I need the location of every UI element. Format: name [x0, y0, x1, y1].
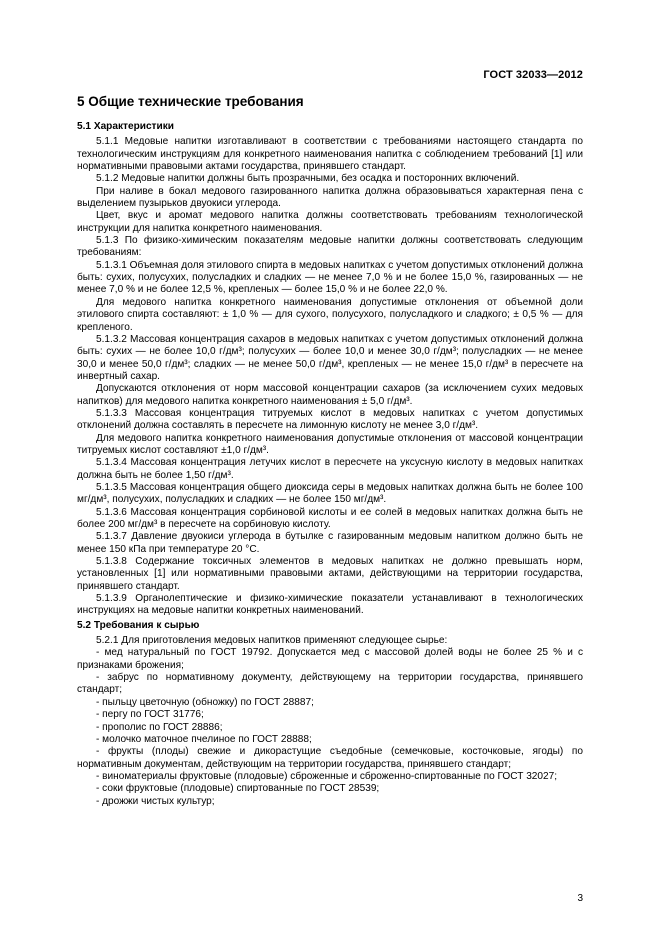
- paragraph: 5.1.3.5 Массовая концентрация общего диоксида серы в медовых напитках должна быть не более 100 мг/дм³, полусухих, полусладких и сладких — не более 150 мг/дм³.: [77, 481, 583, 506]
- document-body: [77, 121, 583, 808]
- paragraph: 5.1.3.3 Массовая концентрация титруемых кислот в медовых напитках с учетом допустимых отклонений должна составлять в пересчете на лимонную кислоту не менее 3,0 г/дм³.: [77, 407, 583, 432]
- paragraph: Цвет, вкус и аромат медового напитка должны соответствовать требованиям технологической инструкции для напитка конкретного наименования.: [77, 210, 583, 234]
- subsection-title-raw-materials: 5.2 Требования к сырью: [77, 619, 200, 631]
- list-item: - забрус по нормативному документу, действующему на территории государства, принявшего стандарт;: [77, 672, 583, 696]
- list-item: - прополис по ГОСТ 28886;: [96, 721, 223, 733]
- subsection-title-characteristics: 5.1 Характеристики: [77, 121, 174, 132]
- paragraph: 5.1.3.4 Массовая концентрация летучих кислот в пересчете на уксусную кислоту в медовых напитках должна быть не более 1,50 г/дм³.: [77, 457, 583, 481]
- standard-header: ГОСТ 32033—2012: [483, 69, 583, 81]
- list-item: - мед натуральный по ГОСТ 19792. Допускается мед с массовой долей воды не более 25 % и с признаками брожения;: [77, 647, 583, 671]
- page-number: 3: [577, 893, 583, 904]
- paragraph: 5.1.3.1 Объемная доля этилового спирта в медовых напитках с учетом допустимых отклонений должна быть: сухих, полусухих, полусладких и сладких — не менее 7,0 % и не более 15,0 %, газированных — не менее 7,0 % и не более 12,5 %, крепленых — более 15,0 % и не более 22,0 %.: [77, 259, 583, 296]
- paragraph: 5.1.3.6 Массовая концентрация сорбиновой кислоты и ее солей в медовых напитках должна быть не более 200 мг/дм³ в пересчете на сорбиновую кислоту.: [77, 506, 583, 530]
- paragraph: 5.1.3.2 Массовая концентрация сахаров в медовых напитках с учетом допустимых отклонений должна быть: сухих — не более 10,0 г/дм³; полусухих — более 10,0 и менее 30,0 г/дм³; полусладких — не менее 30,0 и менее 50,0 г/дм³; сладких — не менее 50,0 г/дм³, крепленых — не менее 15,0 г/дм³ в пересчете на инвертный сахар.: [77, 333, 583, 382]
- paragraph: Для медового напитка конкретного наименования допустимые отклонения от массовой концентрации титруемых кислот составляют ±1,0 г/дм³.: [77, 432, 583, 456]
- list-intro: 5.2.1 Для приготовления медовых напитков применяют следующее сырье:: [96, 635, 448, 647]
- paragraph: При наливе в бокал медового газированного напитка должна образовываться характерная пена с выделением пузырьков двуокиси углерода.: [77, 185, 583, 210]
- paragraph: Допускаются отклонения от норм массовой концентрации сахаров (за исключением сухих медовых напитков) для медового напитка конкретного наименования ± 5,0 г/дм³.: [77, 383, 583, 407]
- list-item: - виноматериалы фруктовые (плодовые) сброженные и сброженно-спиртованные по ГОСТ 32027;: [96, 770, 558, 782]
- section-title: 5 Общие технические требования: [77, 94, 304, 109]
- document-page: [77, 0, 583, 936]
- paragraph: Для медового напитка конкретного наименования допустимые отклонения от объемной доли этилового спирта составляют: ± 1,0 % — для сухого, полусухого, полусладкого и сладкого; ± 0,5 % — для крепленого.: [77, 296, 583, 333]
- list-item: - молочко маточное пчелиное по ГОСТ 28888;: [96, 733, 312, 745]
- paragraph: 5.1.3.8 Содержание токсичных элементов в медовых напитках не должно превышать норм, установленных [1] или нормативными правовыми актами, действующими на территории государства, принявшего стандарт.: [77, 556, 583, 592]
- list-item: - соки фруктовые (плодовые) спиртованные по ГОСТ 28539;: [96, 783, 380, 795]
- paragraph: 5.1.1 Медовые напитки изготавливают в соответствии с требованиями настоящего стандарта по технологическим инструкциям для конкретного наименования напитка с соблюдением требований [1] или нормативными правовыми актами государства, принявшего стандарт.: [77, 136, 583, 173]
- paragraph: 5.1.2 Медовые напитки должны быть прозрачными, без осадка и посторонних включений.: [96, 173, 520, 185]
- list-item: - дрожжи чистых культур;: [96, 795, 215, 807]
- list-item: - фрукты (плоды) свежие и дикорастущие съедобные (семечковые, косточковые, ягоды) по нормативным документам, действующим на территории государства, принявшего стандарт;: [77, 746, 583, 770]
- list-item: - пергу по ГОСТ 31776;: [96, 709, 204, 721]
- paragraph: 5.1.3 По физико-химическим показателям медовые напитки должны соответствовать следующим требованиям:: [77, 235, 583, 259]
- paragraph: 5.1.3.9 Органолептические и физико-химические показатели устанавливают в технологических инструкциях на медовые напитки конкретных наименований.: [77, 593, 583, 617]
- list-item: - пыльцу цветочную (обножку) по ГОСТ 28887;: [96, 696, 314, 708]
- paragraph: 5.1.3.7 Давление двуокиси углерода в бутылке с газированным медовым напитком должно быть не менее 150 кПа при температуре 20 °С.: [77, 531, 583, 555]
